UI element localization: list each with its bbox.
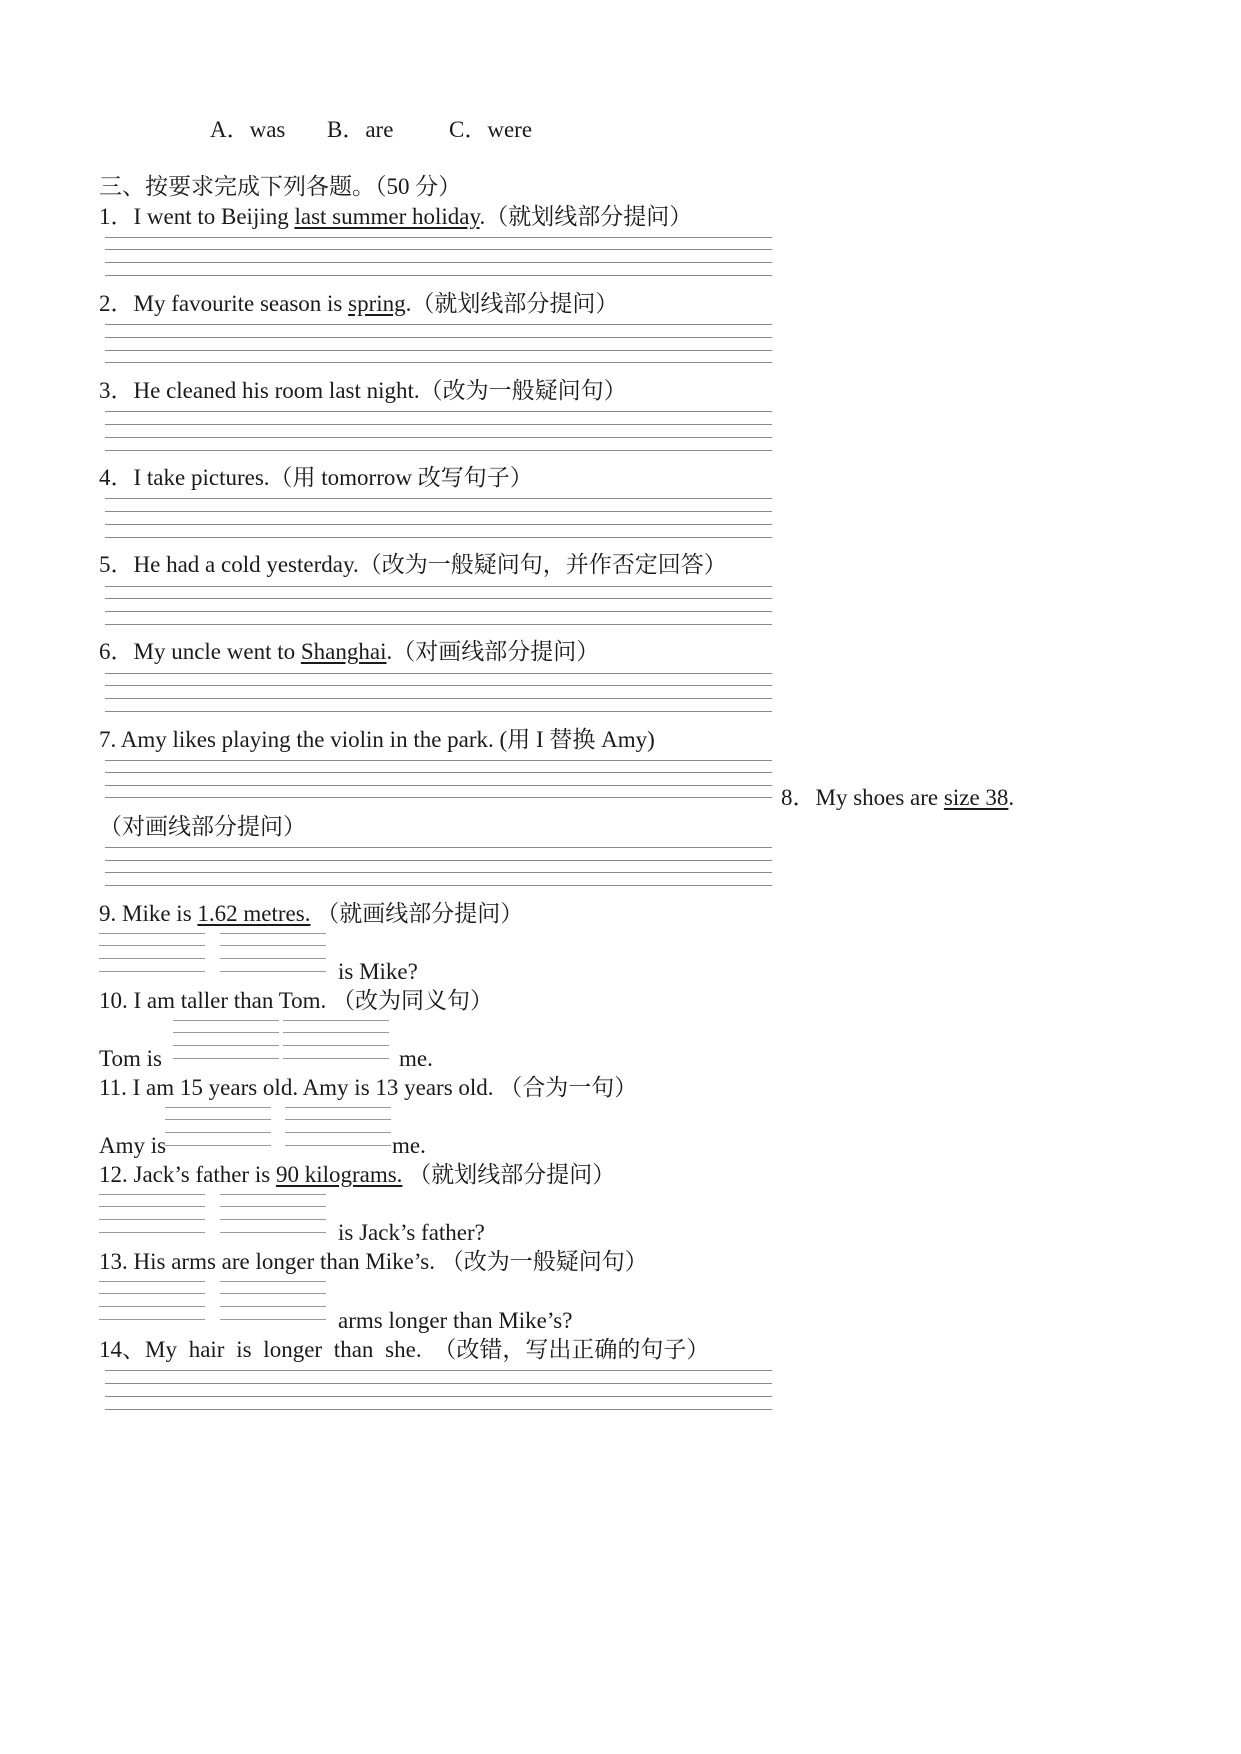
answer-line[interactable]: [105, 785, 772, 786]
blank-line[interactable]: [220, 933, 326, 934]
question-1-text: 1．I went to Beijing: [99, 204, 295, 229]
blank-line[interactable]: [99, 958, 205, 959]
blank-line[interactable]: [220, 1232, 326, 1233]
question-1-instruction: .（就划线部分提问）: [479, 204, 693, 229]
blank-line[interactable]: [285, 1132, 391, 1133]
blank-line[interactable]: [99, 1306, 205, 1307]
blank-line[interactable]: [99, 1319, 205, 1320]
blank-line[interactable]: [220, 1293, 326, 1294]
answer-line[interactable]: [105, 698, 772, 699]
blank-line[interactable]: [220, 971, 326, 972]
blank-line[interactable]: [173, 1020, 279, 1021]
question-10-answer-end: me.: [399, 1046, 433, 1071]
question-10-answer-start: Tom is: [99, 1046, 162, 1071]
blank-line[interactable]: [220, 1219, 326, 1220]
answer-line[interactable]: [105, 760, 772, 761]
question-13: 13. His arms are longer than Mike’s. （改为一般疑问句）: [99, 1249, 648, 1274]
question-12-text: 12. Jack’s father is: [99, 1162, 276, 1187]
question-11: 11. I am 15 years old. Amy is 13 years old. （合为一句）: [99, 1075, 638, 1100]
blank-line[interactable]: [220, 1319, 326, 1320]
answer-line[interactable]: [105, 1383, 772, 1384]
question-8-instruction: （对画线部分提问）: [99, 814, 306, 839]
answer-line[interactable]: [105, 624, 772, 625]
answer-line[interactable]: [105, 249, 772, 250]
answer-line[interactable]: [105, 586, 772, 587]
question-7: 7. Amy likes playing the violin in the park. (用 I 替换 Amy): [99, 727, 655, 752]
question-6: [99, 640, 599, 663]
answer-line[interactable]: [105, 537, 772, 538]
blank-line[interactable]: [173, 1058, 279, 1059]
question-6-instruction: .（对画线部分提问）: [386, 639, 600, 664]
blank-line[interactable]: [285, 1145, 391, 1146]
answer-line[interactable]: [105, 498, 772, 499]
blank-line[interactable]: [99, 1219, 205, 1220]
blank-line[interactable]: [99, 1232, 205, 1233]
answer-line[interactable]: [105, 847, 772, 848]
question-9-answer-tail: is Mike?: [338, 959, 418, 984]
answer-line[interactable]: [105, 885, 772, 886]
blank-line[interactable]: [173, 1045, 279, 1046]
question-2-underlined: spring: [348, 291, 406, 316]
answer-line[interactable]: [105, 450, 772, 451]
blank-line[interactable]: [165, 1119, 271, 1120]
blank-line[interactable]: [220, 958, 326, 959]
answer-line[interactable]: [105, 1370, 772, 1371]
answer-line[interactable]: [105, 772, 772, 773]
answer-line[interactable]: [105, 411, 772, 412]
answer-line[interactable]: [105, 524, 772, 525]
answer-line[interactable]: [105, 337, 772, 338]
blank-line[interactable]: [220, 945, 326, 946]
answer-line[interactable]: [105, 511, 772, 512]
question-6-text: 6．My uncle went to: [99, 639, 301, 664]
blank-line[interactable]: [285, 1119, 391, 1120]
answer-line[interactable]: [105, 324, 772, 325]
answer-line[interactable]: [105, 262, 772, 263]
answer-line[interactable]: [105, 611, 772, 612]
blank-line[interactable]: [99, 945, 205, 946]
answer-line[interactable]: [105, 350, 772, 351]
question-2-instruction: .（就划线部分提问）: [405, 291, 619, 316]
blank-line[interactable]: [165, 1132, 271, 1133]
question-2-text: 2．My favourite season is: [99, 291, 349, 316]
question-2: [99, 292, 618, 315]
question-1: [99, 205, 692, 228]
blank-line[interactable]: [285, 1107, 391, 1108]
answer-line[interactable]: [105, 275, 772, 276]
question-9: [99, 902, 523, 925]
answer-line[interactable]: [105, 860, 772, 861]
question-8-underlined: size 38: [943, 785, 1009, 810]
blank-line[interactable]: [283, 1058, 389, 1059]
answer-line[interactable]: [105, 797, 772, 798]
question-1-underlined: last summer holiday: [294, 204, 480, 229]
answer-line[interactable]: [105, 673, 772, 674]
blank-line[interactable]: [220, 1281, 326, 1282]
question-11-answer-start: Amy is: [99, 1133, 167, 1158]
answer-line[interactable]: [105, 1396, 772, 1397]
question-8-period: .: [1008, 785, 1015, 810]
option-b: B．are: [327, 117, 394, 142]
question-12: [99, 1163, 615, 1186]
question-14: 14、My hair is longer than she. （改错，写出正确的句子）: [99, 1337, 710, 1362]
blank-line[interactable]: [173, 1032, 279, 1033]
blank-line[interactable]: [283, 1032, 389, 1033]
option-a: A．was: [210, 117, 286, 142]
question-8: [781, 786, 1014, 809]
question-9-instruction: （就画线部分提问）: [310, 901, 524, 926]
answer-line[interactable]: [105, 872, 772, 873]
blank-line[interactable]: [99, 1194, 205, 1195]
blank-line[interactable]: [99, 1206, 205, 1207]
section-title: 三、按要求完成下列各题。（50 分）: [99, 174, 462, 199]
answer-line[interactable]: [105, 362, 772, 363]
question-10: 10. I am taller than Tom. （改为同义句）: [99, 988, 494, 1013]
question-8-text: 8．My shoes are: [781, 785, 944, 810]
question-4: 4．I take pictures.（用 tomorrow 改写句子）: [99, 465, 533, 490]
question-5: 5．He had a cold yesterday.（改为一般疑问句，并作否定回答）: [99, 552, 727, 577]
question-9-text: 9. Mike is: [99, 901, 198, 926]
question-9-underlined: 1.62 metres.: [197, 901, 311, 926]
blank-line[interactable]: [220, 1306, 326, 1307]
question-11-answer-end: me.: [392, 1133, 426, 1158]
blank-line[interactable]: [99, 933, 205, 934]
question-12-underlined: 90 kilograms.: [275, 1162, 403, 1187]
blank-line[interactable]: [99, 971, 205, 972]
blank-line[interactable]: [220, 1206, 326, 1207]
question-6-underlined: Shanghai: [300, 639, 387, 664]
question-3: 3．He cleaned his room last night.（改为一般疑问句）: [99, 378, 627, 403]
answer-line[interactable]: [105, 1409, 772, 1410]
question-13-answer-tail: arms longer than Mike’s?: [338, 1308, 573, 1333]
answer-line[interactable]: [105, 711, 772, 712]
blank-line[interactable]: [99, 1281, 205, 1282]
answer-line[interactable]: [105, 598, 772, 599]
answer-line[interactable]: [105, 424, 772, 425]
blank-line[interactable]: [165, 1145, 271, 1146]
blank-line[interactable]: [165, 1107, 271, 1108]
blank-line[interactable]: [99, 1293, 205, 1294]
blank-line[interactable]: [220, 1194, 326, 1195]
blank-line[interactable]: [283, 1020, 389, 1021]
answer-line[interactable]: [105, 237, 772, 238]
answer-line[interactable]: [105, 685, 772, 686]
question-12-instruction: （就划线部分提问）: [402, 1162, 616, 1187]
option-c: C．were: [449, 117, 533, 142]
answer-line[interactable]: [105, 437, 772, 438]
question-12-answer-tail: is Jack’s father?: [338, 1220, 485, 1245]
blank-line[interactable]: [283, 1045, 389, 1046]
